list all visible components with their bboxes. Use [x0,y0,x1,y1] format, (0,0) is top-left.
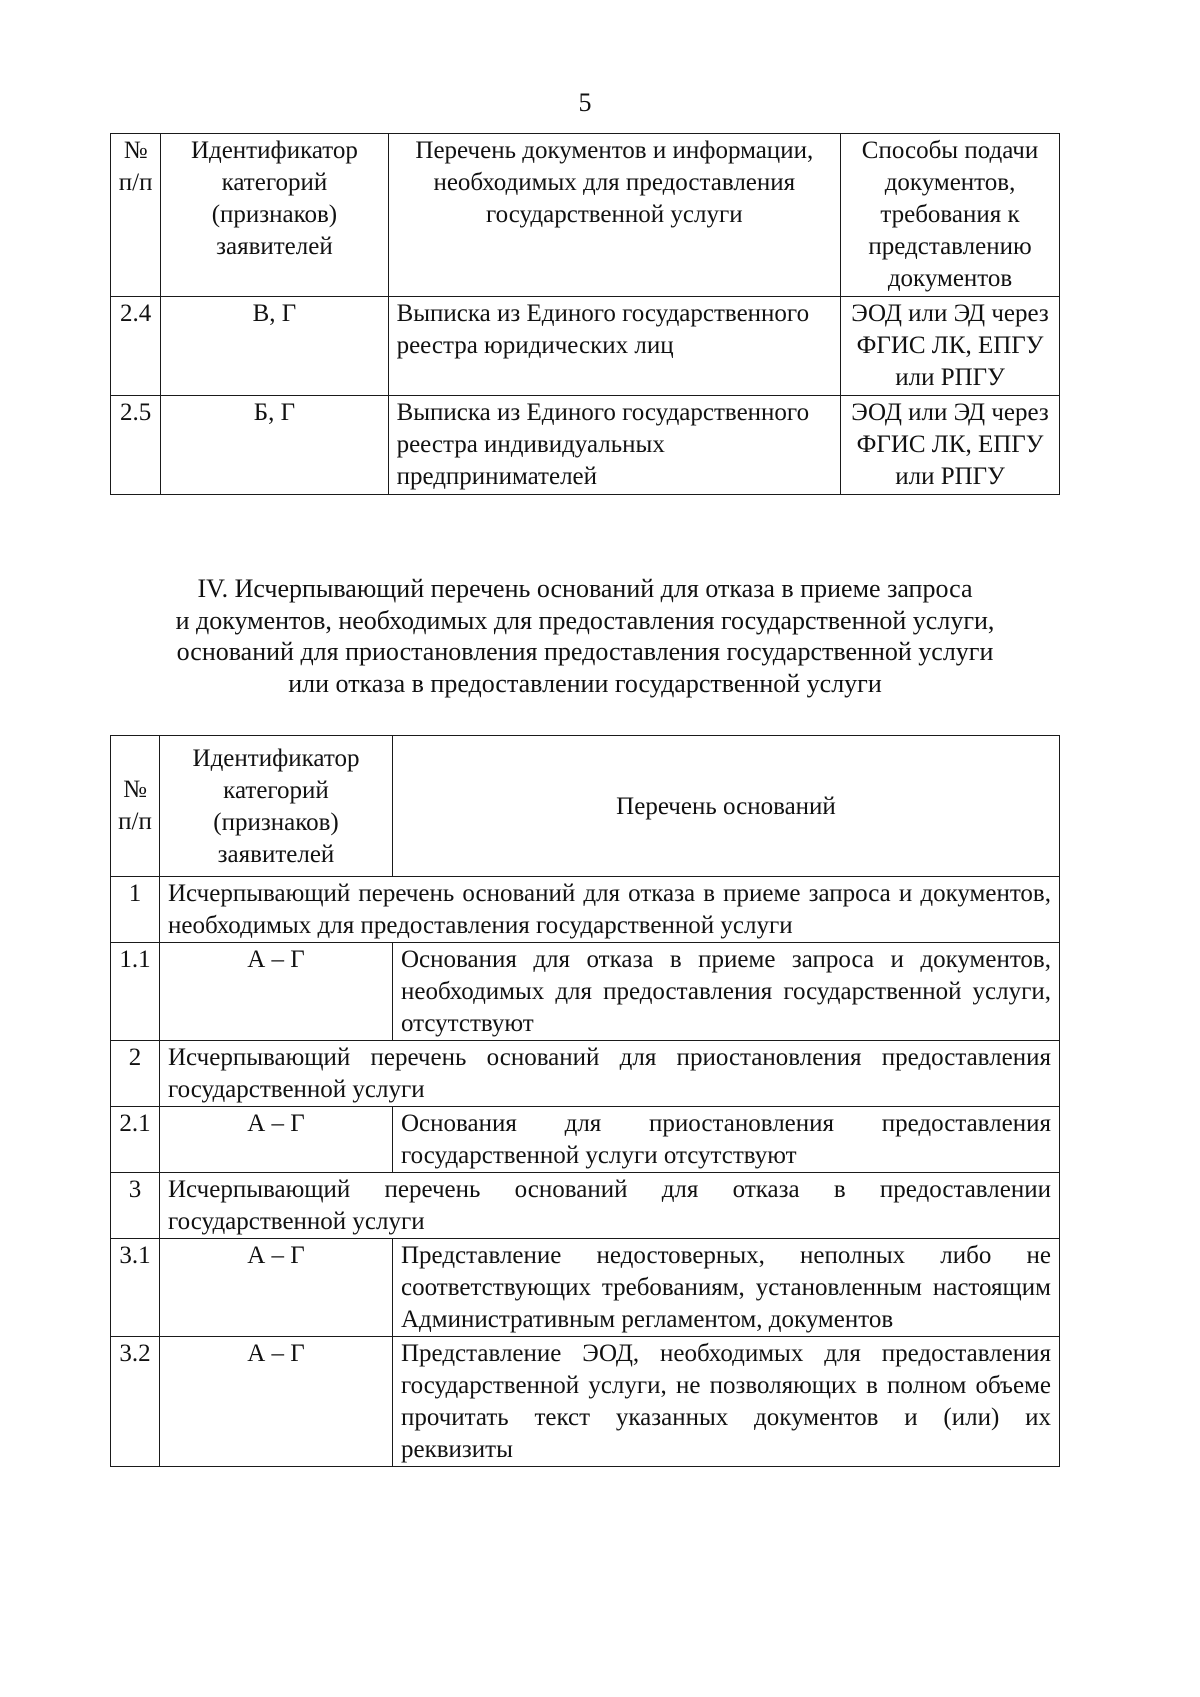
header-methods: Способы подачи документов, требования к представлению документов [841,134,1060,297]
header-num: № п/п [111,736,160,877]
row-text: Основания для приостановления предоставления государственной услуги отсутствуют [393,1107,1060,1173]
table-section-row [111,877,1060,943]
row-method: ЭОД или ЭД через ФГИС ЛК, ЕПГУ или РПГУ [841,396,1060,495]
row-method: ЭОД или ЭД через ФГИС ЛК, ЕПГУ или РПГУ [841,297,1060,396]
row-section-text: Исчерпывающий перечень оснований для отказа в приеме запроса и документов, необходимых для предоставления государственной услуги [160,877,1060,943]
table-row [111,943,1060,1041]
row-num: 3 [111,1173,160,1239]
row-text: Представление недостоверных, неполных либо не соответствующих требованиям, установленным настоящим Административным регламентом, документов [393,1239,1060,1337]
table-row [111,1239,1060,1337]
heading-line: IV. Исчерпывающий перечень оснований для отказа в приеме запроса [197,574,973,603]
row-category: А – Г [160,1107,393,1173]
row-category: А – Г [160,943,393,1041]
header-category: Идентификатор категорий (признаков) заявителей [161,134,388,297]
table-header-row [111,134,1060,297]
table-header-row [111,736,1060,877]
row-document: Выписка из Единого государственного реестра индивидуальных предпринимателей [388,396,841,495]
table-section-row [111,1041,1060,1107]
row-num: 2.5 [111,396,161,495]
heading-line: оснований для приостановления предоставления государственной услуги [176,637,994,666]
header-grounds: Перечень оснований [393,736,1060,877]
row-category: А – Г [160,1337,393,1467]
row-num: 3.2 [111,1337,160,1467]
heading-line: и документов, необходимых для предоставления государственной услуги, [175,605,995,635]
documents-table [110,133,1060,495]
row-section-text: Исчерпывающий перечень оснований для приостановления предоставления государственной услуги [160,1041,1060,1107]
row-category: В, Г [161,297,388,396]
header-category: Идентификатор категорий (признаков) заявителей [160,736,393,877]
row-text: Основания для отказа в приеме запроса и документов, необходимых для предоставления государственной услуги, отсутствуют [393,943,1060,1041]
row-category: Б, Г [161,396,388,495]
section-heading [110,573,1060,699]
row-num: 1.1 [111,943,160,1041]
row-num: 3.1 [111,1239,160,1337]
heading-line: или отказа в предоставлении государственной услуги [288,668,882,698]
row-num: 2 [111,1041,160,1107]
row-num: 2.4 [111,297,161,396]
table-row [111,1337,1060,1467]
header-num: № п/п [111,134,161,297]
row-category: А – Г [160,1239,393,1337]
header-documents: Перечень документов и информации, необходимых для предоставления государственной услуги [388,134,841,297]
row-section-text: Исчерпывающий перечень оснований для отказа в предоставлении государственной услуги [160,1173,1060,1239]
table-row [111,396,1060,495]
row-document: Выписка из Единого государственного реестра юридических лиц [388,297,841,396]
page-number: 5 [578,88,592,117]
table-row [111,297,1060,396]
table-row [111,1107,1060,1173]
row-num: 1 [111,877,160,943]
row-text: Представление ЭОД, необходимых для предоставления государственной услуги, не позволяющих в полном объеме прочитать текст указанных документов и (или) их реквизиты [393,1337,1060,1467]
row-num: 2.1 [111,1107,160,1173]
table-section-row [111,1173,1060,1239]
grounds-table [110,735,1060,1467]
